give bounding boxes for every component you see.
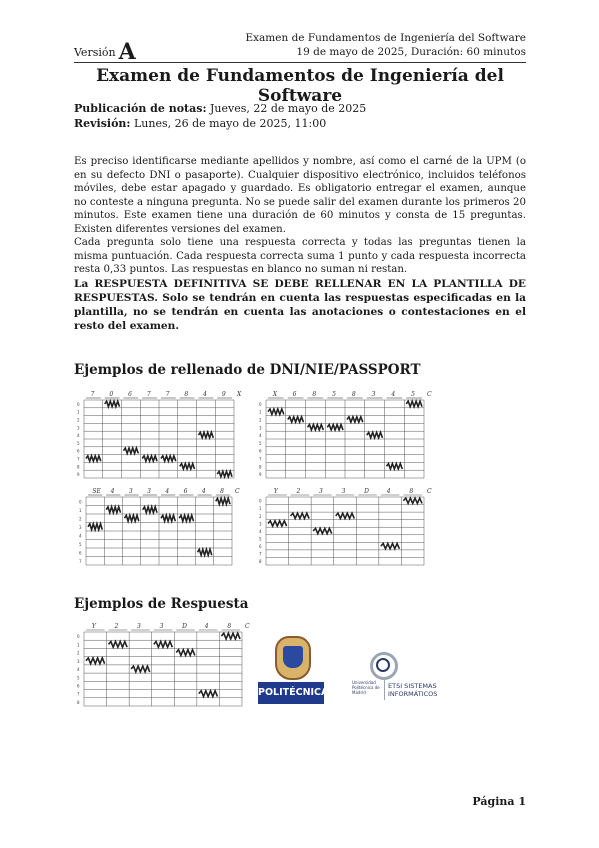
grid-header-label: 8 [220, 488, 224, 495]
handwritten-mark [291, 513, 310, 518]
grid-header-label: 3 [319, 488, 323, 495]
grid-trailer-label: C [427, 391, 432, 398]
instructions [74, 155, 526, 333]
grid-row-label: 1 [77, 642, 80, 648]
page-title: Examen de Fundamentos de Ingeniería del Software [96, 66, 504, 106]
version-letter: A [118, 39, 136, 65]
grid-row-label: 8 [77, 699, 80, 705]
grid-header-label: 2 [114, 623, 119, 630]
publication-line [74, 101, 366, 116]
grid-header-label: SE [92, 488, 101, 495]
handwritten-mark [180, 464, 195, 469]
grid-header-label: 8 [312, 391, 317, 398]
handwritten-mark [327, 425, 343, 430]
grid-row-label: 5 [77, 440, 80, 446]
etsi-logo [352, 652, 452, 702]
grid-header-label: 4 [201, 488, 206, 495]
grid-row-label: 0 [259, 498, 262, 504]
grid-header-label: 5 [411, 391, 415, 398]
grid-row-label: 6 [259, 448, 262, 454]
publication-label: Publicación de notas: [74, 102, 207, 115]
grid-row-label: 8 [259, 464, 262, 470]
grid-header-label: 4 [110, 488, 115, 495]
grid-header-label: 7 [146, 391, 151, 398]
grid-svg [258, 388, 438, 480]
handwritten-mark [198, 549, 212, 555]
grid-row-label: 1 [259, 409, 262, 415]
grid-row-label: 6 [77, 448, 80, 454]
header-rule [74, 62, 526, 63]
grid-header-label: 3 [159, 623, 164, 630]
grid-header-label: 7 [165, 391, 170, 398]
grid-row-label: 0 [77, 401, 80, 407]
handwritten-mark [86, 456, 101, 461]
grid-row-label: 3 [259, 521, 262, 527]
bold-notice: La RESPUESTA DEFINITIVA SE DEBE RELLENAR EN LA PLANTILLA DE RESPUESTAS. Solo se tendrán en cuenta las respuestas especificadas en la plantilla, no se tendrán en cuenta las anotaciones o contestaciones en el resto del examen. [74, 277, 526, 332]
grid-row-label: 2 [79, 516, 82, 522]
handwritten-mark [105, 401, 120, 406]
grid-row-label: 2 [77, 417, 80, 423]
grid-row-label: 8 [259, 559, 262, 565]
grid-row-label: 6 [259, 544, 262, 549]
grid-row-label: 1 [79, 507, 82, 513]
grid-row-label: 9 [259, 472, 262, 478]
header-info [245, 31, 526, 59]
handwritten-mark [268, 409, 284, 414]
grid-header-label: 4 [391, 391, 396, 398]
handwritten-mark [124, 448, 139, 453]
upm-crest-icon [275, 636, 311, 680]
grid-row-label: 3 [79, 524, 82, 530]
grid-row-label: 3 [77, 425, 80, 431]
grid-svg [76, 620, 256, 708]
header-exam-name: Examen de Fundamentos de Ingeniería del Software [245, 32, 526, 44]
grid-header-label: 6 [183, 488, 188, 495]
grid-header-label: 7 [90, 391, 95, 398]
grid-row-label: 1 [259, 506, 262, 512]
grid-row-label: 5 [259, 440, 262, 446]
grid-header-label: 8 [351, 391, 356, 398]
handwritten-mark [125, 515, 139, 521]
grid-row-label: 3 [77, 658, 80, 664]
grid-row-label: 0 [259, 401, 262, 407]
grid-header-label: D [182, 623, 187, 630]
handwritten-mark [199, 432, 214, 437]
grid-trailer-label: X [237, 391, 242, 398]
grid-row-label: 2 [77, 650, 80, 656]
section-answers-heading: Ejemplos de Respuesta [74, 596, 249, 612]
handwritten-mark [86, 658, 105, 664]
handwritten-mark [367, 432, 383, 437]
grid-header-label: 3 [128, 488, 133, 495]
upm-logo [258, 632, 329, 708]
section-dni-heading: Ejemplos de rellenado de DNI/NIE/PASSPORT [74, 362, 421, 378]
grid-header-label: 4 [386, 488, 391, 495]
grid-header-label: 4 [203, 391, 207, 398]
grid-header-label: 8 [227, 623, 232, 630]
handwritten-mark [406, 401, 422, 406]
handwritten-mark [161, 515, 175, 521]
grid-header-label: 0 [109, 391, 114, 398]
grid-row-label: 4 [79, 533, 82, 539]
dni-example-grid [76, 388, 248, 480]
handwritten-mark [308, 425, 324, 430]
etsi-text-line2: INFORMÁTICOS [388, 690, 438, 698]
grid-row-label: 2 [259, 417, 262, 423]
dni-example-grid [258, 388, 438, 480]
handwritten-mark [199, 691, 218, 697]
header-date: 19 de mayo de 2025, Duración: 60 minutos [296, 46, 526, 58]
grid-row-label: 0 [79, 499, 82, 505]
grid-row-label: 4 [259, 528, 262, 534]
dni-example-grid [78, 485, 246, 567]
grid-header-label: 8 [184, 391, 189, 398]
grid-header-label: 9 [221, 391, 226, 398]
grid-row-label: 3 [259, 425, 262, 431]
handwritten-mark [387, 464, 403, 469]
grid-trailer-label: C [245, 623, 250, 630]
page-number: Página 1 [472, 795, 526, 808]
instructions-paragraph: Cada pregunta solo tiene una respuesta correcta y todas las preguntas tienen la misma puntuación. Cada respuesta correcta suma 1 punto y cada respuesta incorrecta resta 0,33 puntos. Las respuestas en blanco no suman ni restan. [74, 237, 526, 275]
grid-row-label: 5 [259, 536, 262, 542]
handwritten-mark [176, 650, 195, 656]
revision-value: Lunes, 26 de mayo de 2025, 11:00 [133, 117, 327, 130]
handwritten-mark [179, 515, 193, 521]
grid-row-label: 7 [79, 558, 82, 564]
grid-row-label: 1 [77, 409, 80, 415]
handwritten-mark [336, 513, 355, 518]
handwritten-mark [268, 521, 287, 526]
grid-header-label: 6 [128, 391, 132, 398]
grid-header-label: 4 [165, 488, 170, 495]
grid-row-label: 7 [259, 551, 262, 557]
version-label [74, 36, 136, 65]
grid-row-label: 4 [77, 433, 80, 439]
answer-example-grid [76, 620, 256, 708]
handwritten-mark [131, 666, 150, 672]
grid-header-label: 5 [332, 391, 336, 398]
grid-header-label: 4 [204, 623, 209, 630]
handwritten-mark [221, 633, 240, 639]
handwritten-mark [216, 498, 230, 504]
grid-row-label: 6 [77, 683, 80, 689]
grid-header-label: Y [91, 623, 96, 630]
grid-trailer-label: C [235, 488, 240, 495]
handwritten-mark [154, 642, 173, 648]
grid-header-label: X [272, 391, 278, 398]
handwritten-mark [106, 507, 120, 513]
grid-header-label: 8 [409, 488, 414, 495]
grid-row-label: 5 [77, 675, 80, 681]
grid-row-label: 8 [77, 464, 80, 470]
grid-header-label: Y [273, 488, 278, 495]
handwritten-mark [313, 528, 332, 533]
handwritten-mark [161, 456, 176, 461]
upm-logo-text: POLITÉCNICA [258, 682, 324, 704]
grid-header-label: 3 [341, 488, 346, 495]
grid-row-label: 7 [77, 456, 80, 462]
handwritten-mark [109, 642, 128, 648]
grid-header-label: D [364, 488, 369, 495]
instructions-paragraph: Es preciso identificarse mediante apellidos y nombre, así como el carné de la UPM (o en su defecto DNI o pasaporte). Cualquier dispositivo electrónico, incluidos teléfonos móviles, debe estar apagado y guardado. Es obligatorio entregar el examen, aunque no conteste a ninguna pregunta. No se puede salir del examen durante los primeros 20 minutos. Este examen tiene una duración de 60 minutos y consta de 15 preguntas. Existen diferentes versiones del examen. [74, 156, 526, 235]
publication-value: Jueves, 22 de mayo de 2025 [210, 102, 367, 115]
handwritten-mark [381, 544, 400, 549]
grid-row-label: 4 [259, 433, 262, 439]
dni-example-grid [258, 485, 438, 567]
revision-line [74, 116, 326, 131]
grid-row-label: 2 [259, 513, 262, 519]
grid-row-label: 5 [79, 541, 82, 547]
grid-header-label: 2 [296, 488, 301, 495]
handwritten-mark [88, 524, 102, 530]
grid-svg [78, 485, 246, 567]
version-text: Versión [74, 46, 116, 59]
grid-svg [76, 388, 248, 480]
grid-row-label: 7 [259, 456, 262, 462]
handwritten-mark [217, 471, 232, 476]
grid-row-label: 6 [79, 550, 82, 556]
grid-row-label: 7 [77, 691, 80, 697]
etsi-university-text: Universidad Politécnica de Madrid [352, 680, 380, 695]
etsi-text-line1: ETSI SISTEMAS [388, 682, 437, 690]
grid-row-label: 4 [77, 667, 80, 673]
grid-row-label: 0 [77, 634, 80, 640]
grid-header-label: 3 [371, 391, 376, 398]
grid-trailer-label: C [427, 488, 432, 495]
handwritten-mark [347, 417, 363, 422]
revision-label: Revisión: [74, 117, 131, 130]
handwritten-mark [143, 507, 157, 513]
grid-row-label: 9 [77, 472, 80, 478]
handwritten-mark [403, 498, 422, 503]
handwritten-mark [142, 456, 157, 461]
grid-header-label: 3 [147, 488, 151, 495]
grid-header-label: 3 [137, 623, 141, 630]
grid-header-label: 6 [292, 391, 297, 398]
grid-svg [258, 485, 438, 567]
handwritten-mark [288, 417, 304, 422]
